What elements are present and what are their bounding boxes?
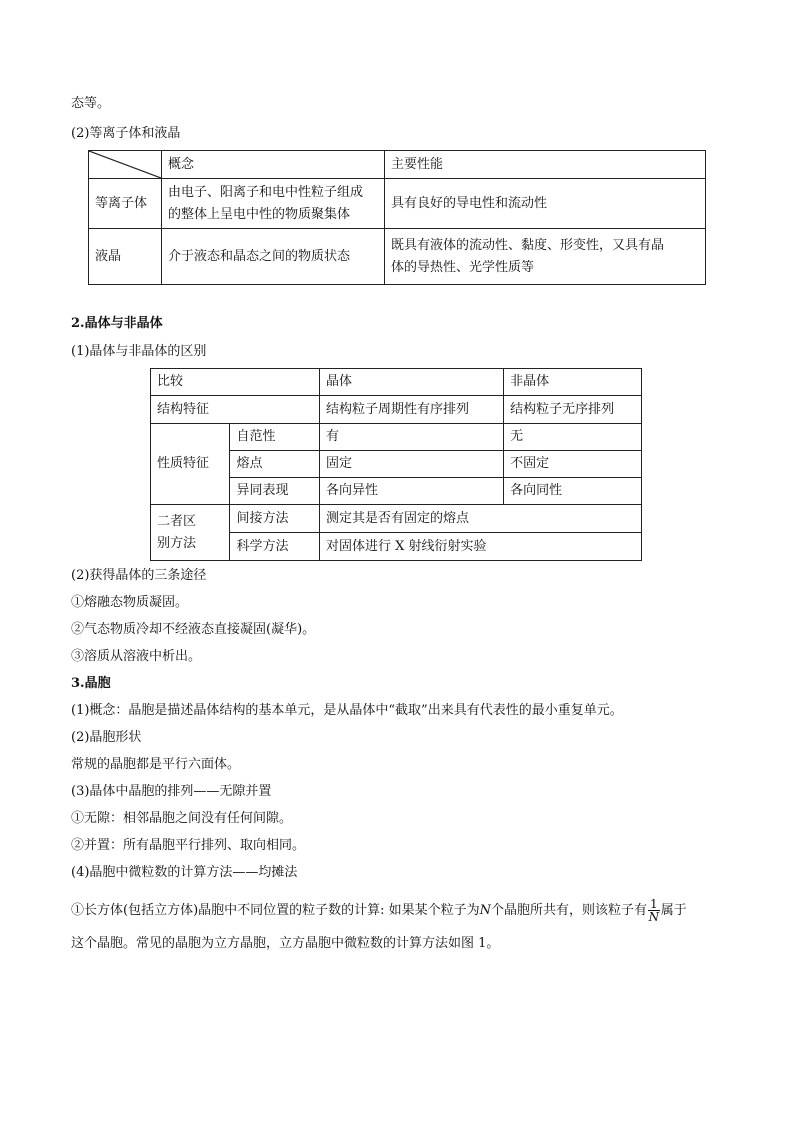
property-crystal: 有 [320,424,504,451]
property-amorphous: 各向同性 [504,478,642,505]
plasma-liquid-crystal-table [88,150,706,285]
way-item: ③溶质从溶液中析出。 [71,649,202,664]
subsection-difference: (1)晶体与非晶体的区别 [71,344,207,359]
header-crystal: 晶体 [320,369,504,396]
calculation-paragraph-line-2: 这个晶胞。常见的晶胞为立方晶胞，立方晶胞中微粒数的计算方法如图 1。 [71,936,500,951]
property-line-2: 体的导热性、光学性质等 [391,259,535,275]
property-name: 熔点 [230,451,320,478]
row-name: 液晶 [89,229,162,285]
row-concept [162,179,385,229]
arrangement-item: ②并置：所有晶胞平行排列、取向相同。 [71,838,306,853]
way-item: ②气态物质冷却不经液态直接凝固(凝华)。 [71,622,316,637]
property-group-label: 性质特征 [151,424,230,505]
calculation-paragraph-line-1 [71,898,687,923]
method-description: 测定其是否有固定的熔点 [320,505,642,533]
section-2-heading: 2.晶体与非晶体 [71,316,163,331]
row-name: 等离子体 [89,179,162,229]
calc-text-c: 属于 [660,903,687,918]
property-name: 异同表现 [230,478,320,505]
diagonal-line [89,151,161,178]
method-group-line-2: 别方法 [157,535,197,551]
calc-text-a: ①长方体(包括立方体)晶胞中不同位置的粒子数的计算: 如果某个粒子为 [71,903,480,918]
way-item: ①熔融态物质凝固。 [71,595,189,610]
table2-row-property [151,424,642,451]
property-amorphous: 不固定 [504,451,642,478]
row-property [385,229,706,285]
unit-cell-concept: (1)概念：晶胞是描述晶体结构的基本单元，是从晶体中“截取”出来具有代表性的最小重复单元。 [71,703,623,718]
diagonal-header-cell [89,151,162,179]
concept-line-1: 由电子、阳离子和电中性粒子组成 [168,184,364,200]
method-group-label [151,505,230,561]
subsection-ways: (2)获得晶体的三条途径 [71,568,207,583]
section-plasma-title: (2)等离子体和液晶 [71,126,181,141]
unit-cell-shape-text: 常规的晶胞都是平行六面体。 [71,757,241,772]
intro-tail: 态等。 [71,96,111,111]
method-group-line-1: 二者区 [157,513,197,529]
structure-crystal: 结构粒子周期性有序排列 [320,396,504,424]
table2-row-method [151,505,642,533]
unit-cell-shape-title: (2)晶胞形状 [71,730,142,745]
calculation-title: (4)晶胞中微粒数的计算方法——均摊法 [71,865,298,880]
property-crystal: 固定 [320,451,504,478]
property-crystal: 各向异性 [320,478,504,505]
fraction-denominator: N [648,910,660,924]
row-property: 具有良好的导电性和流动性 [385,179,706,229]
fraction-one-over-n [648,898,660,923]
row-concept: 介于液态和晶态之间的物质状态 [162,229,385,285]
table2-header-row [151,369,642,396]
method-name: 科学方法 [230,533,320,561]
structure-label: 结构特征 [151,396,320,424]
header-compare: 比较 [151,369,320,396]
section-3-heading: 3.晶胞 [71,676,111,691]
arrangement-title: (3)晶体中晶胞的排列——无隙并置 [71,784,272,799]
header-amorphous: 非晶体 [504,369,642,396]
table1-row-liquid-crystal [89,229,706,285]
concept-line-2: 的整体上呈电中性的物质聚集体 [168,206,351,222]
header-properties: 主要性能 [385,151,706,179]
table1-header-row [89,151,706,179]
property-amorphous: 无 [504,424,642,451]
header-concept: 概念 [162,151,385,179]
property-line-1: 既具有液体的流动性、黏度、形变性，又具有晶 [391,237,665,253]
crystal-vs-amorphous-table [150,368,642,561]
method-description: 对固体进行 X 射线衍射实验 [320,533,642,561]
arrangement-item: ①无隙：相邻晶胞之间没有任何间隙。 [71,811,293,826]
structure-amorphous: 结构粒子无序排列 [504,396,642,424]
fraction-numerator: 1 [650,897,658,911]
table1-row-plasma [89,179,706,229]
property-name: 自范性 [230,424,320,451]
variable-n: N [479,903,492,918]
method-name: 间接方法 [230,505,320,533]
calc-text-b: 个晶胞所共有，则该粒子有 [491,903,648,918]
table2-row-structure [151,396,642,424]
